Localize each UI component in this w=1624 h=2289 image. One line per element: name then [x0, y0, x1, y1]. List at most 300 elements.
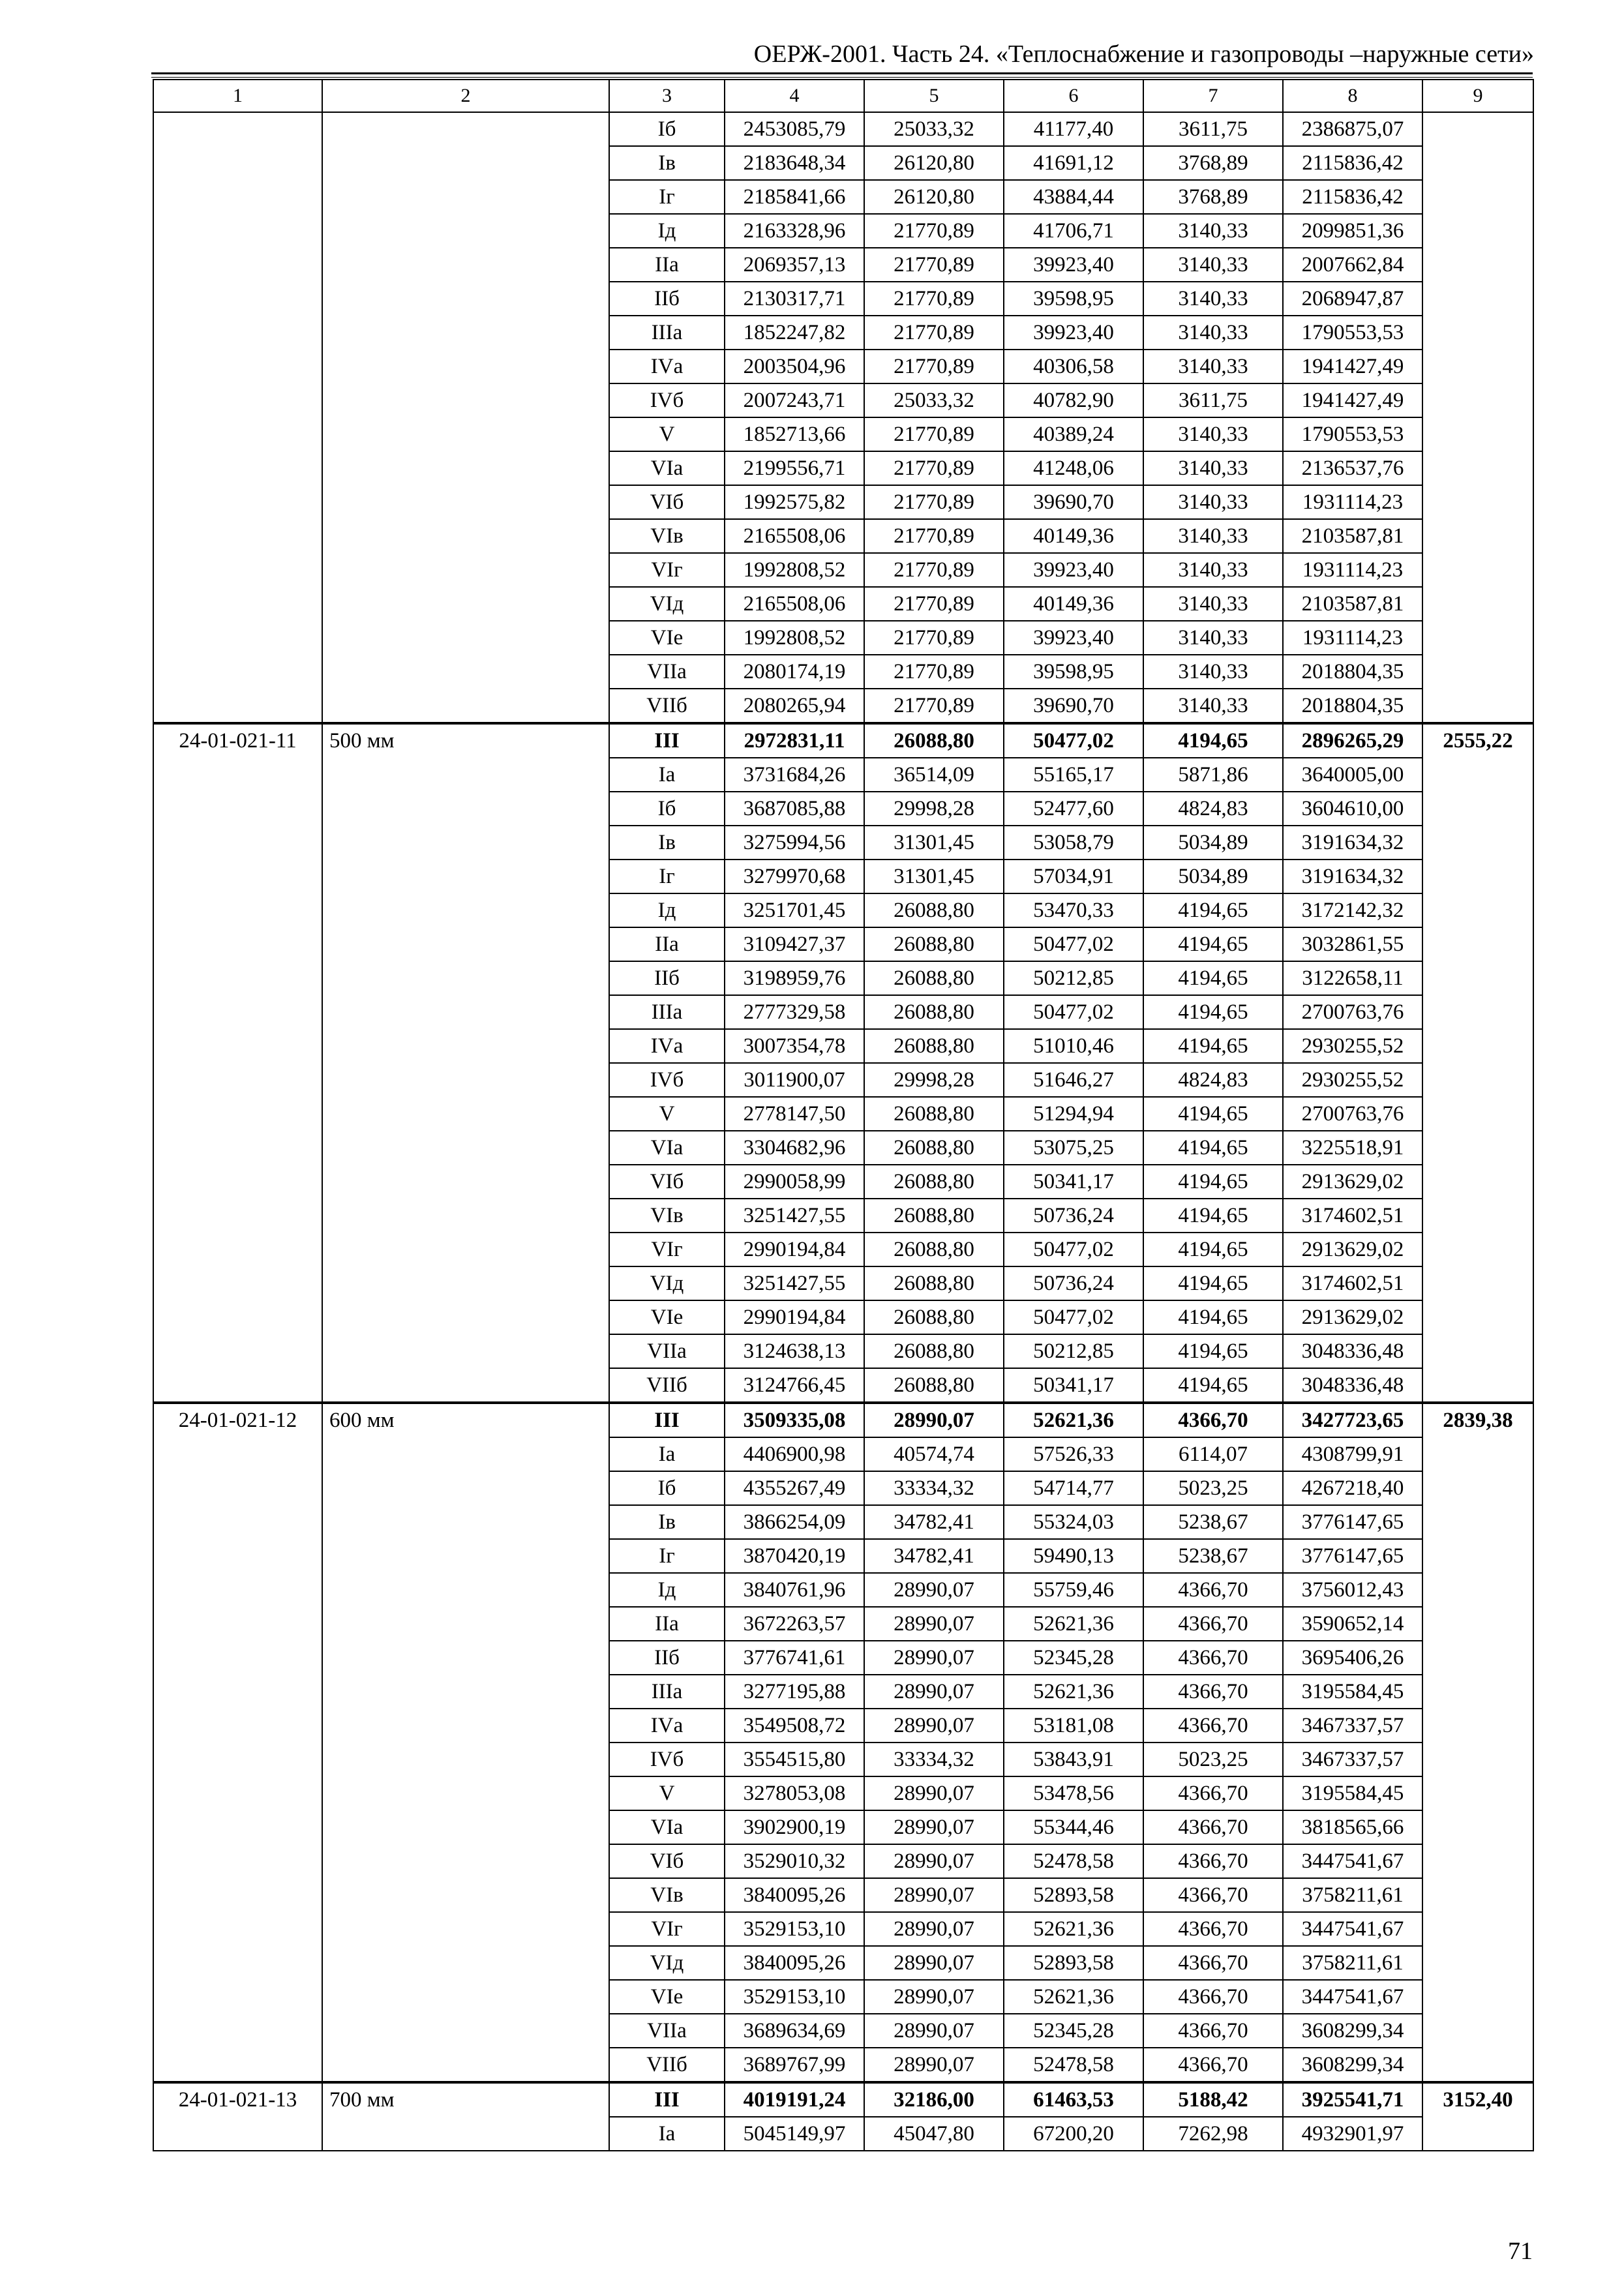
value-cell: 28990,07	[864, 2014, 1004, 2048]
value-cell: 29998,28	[864, 792, 1004, 826]
column-header: 3	[609, 80, 725, 112]
value-cell: 39923,40	[1004, 248, 1143, 282]
value-cell: 39923,40	[1004, 553, 1143, 587]
value-cell: 3032861,55	[1283, 927, 1422, 961]
value-cell: 3689767,99	[725, 2048, 864, 2082]
value-cell: 53470,33	[1004, 893, 1143, 927]
value-cell: 3467337,57	[1283, 1743, 1422, 1776]
table-row	[153, 1403, 1533, 1437]
zone-cell: IIб	[609, 1641, 725, 1675]
value-cell: 26088,80	[864, 995, 1004, 1029]
value-cell: 26088,80	[864, 927, 1004, 961]
value-cell: 3818565,66	[1283, 1810, 1422, 1844]
zone-cell: Iа	[609, 2117, 725, 2151]
value-cell: 26088,80	[864, 1266, 1004, 1300]
item-total: 2555,22	[1422, 723, 1533, 1403]
value-cell: 3604610,00	[1283, 792, 1422, 826]
zone-cell: Iв	[609, 146, 725, 180]
value-cell: 2700763,76	[1283, 995, 1422, 1029]
value-cell: 57526,33	[1004, 1437, 1143, 1471]
value-cell: 1931114,23	[1283, 621, 1422, 655]
value-cell: 2453085,79	[725, 112, 864, 146]
item-total	[1422, 112, 1533, 723]
value-cell: 3768,89	[1143, 146, 1283, 180]
value-cell: 26120,80	[864, 146, 1004, 180]
price-table	[153, 79, 1534, 2151]
value-cell: 36514,09	[864, 758, 1004, 792]
value-cell: 39923,40	[1004, 621, 1143, 655]
value-cell: 3672263,57	[725, 1607, 864, 1641]
value-cell: 4366,70	[1143, 2048, 1283, 2082]
value-cell: 50477,02	[1004, 1233, 1143, 1266]
value-cell: 4194,65	[1143, 1097, 1283, 1131]
value-cell: 57034,91	[1004, 860, 1143, 893]
column-header: 2	[322, 80, 609, 112]
zone-cell: Iг	[609, 860, 725, 893]
zone-cell: VIе	[609, 1300, 725, 1334]
value-cell: 1852713,66	[725, 417, 864, 451]
value-cell: 2163328,96	[725, 214, 864, 248]
value-cell: 3840761,96	[725, 1573, 864, 1607]
zone-cell: IVа	[609, 350, 725, 383]
value-cell: 5023,25	[1143, 1743, 1283, 1776]
value-cell: 2115836,42	[1283, 146, 1422, 180]
value-cell: 53058,79	[1004, 826, 1143, 860]
value-cell: 2700763,76	[1283, 1097, 1422, 1131]
table-row	[153, 2082, 1533, 2117]
value-cell: 4194,65	[1143, 1334, 1283, 1368]
zone-cell: IIIа	[609, 1675, 725, 1709]
value-cell: 26088,80	[864, 1300, 1004, 1334]
zone-cell: III	[609, 1403, 725, 1437]
value-cell: 4366,70	[1143, 1912, 1283, 1946]
value-cell: 3140,33	[1143, 316, 1283, 350]
item-code	[153, 112, 322, 723]
value-cell: 52893,58	[1004, 1946, 1143, 1980]
value-cell: 3776147,65	[1283, 1539, 1422, 1573]
value-cell: 3195584,45	[1283, 1675, 1422, 1709]
value-cell: 4366,70	[1143, 1675, 1283, 1709]
value-cell: 4366,70	[1143, 1403, 1283, 1437]
value-cell: 28990,07	[864, 1641, 1004, 1675]
item-name: 500 мм	[322, 723, 609, 1403]
zone-cell: IIа	[609, 1607, 725, 1641]
value-cell: 4267218,40	[1283, 1471, 1422, 1505]
value-cell: 3251427,55	[725, 1199, 864, 1233]
value-cell: 3278053,08	[725, 1776, 864, 1810]
value-cell: 3140,33	[1143, 655, 1283, 689]
value-cell: 3529153,10	[725, 1980, 864, 2014]
zone-cell: VIг	[609, 1912, 725, 1946]
value-cell: 5034,89	[1143, 826, 1283, 860]
value-cell: 50736,24	[1004, 1266, 1143, 1300]
value-cell: 41248,06	[1004, 451, 1143, 485]
value-cell: 40782,90	[1004, 383, 1143, 417]
value-cell: 3529010,32	[725, 1844, 864, 1878]
value-cell: 4366,70	[1143, 1607, 1283, 1641]
value-cell: 4194,65	[1143, 1165, 1283, 1199]
value-cell: 3198959,76	[725, 961, 864, 995]
value-cell: 52345,28	[1004, 1641, 1143, 1675]
value-cell: 26120,80	[864, 180, 1004, 214]
value-cell: 51294,94	[1004, 1097, 1143, 1131]
zone-cell: V	[609, 417, 725, 451]
value-cell: 50341,17	[1004, 1165, 1143, 1199]
value-cell: 43884,44	[1004, 180, 1143, 214]
value-cell: 4366,70	[1143, 1844, 1283, 1878]
value-cell: 1790553,53	[1283, 417, 1422, 451]
value-cell: 52621,36	[1004, 1980, 1143, 2014]
value-cell: 3611,75	[1143, 383, 1283, 417]
value-cell: 53075,25	[1004, 1131, 1143, 1165]
item-code: 24-01-021-11	[153, 723, 322, 1403]
value-cell: 1992808,52	[725, 553, 864, 587]
value-cell: 53181,08	[1004, 1709, 1143, 1743]
value-cell: 5238,67	[1143, 1539, 1283, 1573]
value-cell: 26088,80	[864, 893, 1004, 927]
value-cell: 3140,33	[1143, 519, 1283, 553]
value-cell: 40389,24	[1004, 417, 1143, 451]
value-cell: 4366,70	[1143, 1810, 1283, 1844]
value-cell: 3768,89	[1143, 180, 1283, 214]
value-cell: 4824,83	[1143, 792, 1283, 826]
value-cell: 28990,07	[864, 1980, 1004, 2014]
value-cell: 3109427,37	[725, 927, 864, 961]
value-cell: 3195584,45	[1283, 1776, 1422, 1810]
value-cell: 31301,45	[864, 826, 1004, 860]
value-cell: 4366,70	[1143, 1980, 1283, 2014]
zone-cell: VIд	[609, 1946, 725, 1980]
zone-cell: VIIб	[609, 689, 725, 723]
table-header-row	[153, 80, 1533, 112]
zone-cell: Iг	[609, 180, 725, 214]
value-cell: 3140,33	[1143, 587, 1283, 621]
value-cell: 4824,83	[1143, 1063, 1283, 1097]
value-cell: 4366,70	[1143, 1709, 1283, 1743]
item-code: 24-01-021-13	[153, 2082, 322, 2151]
zone-cell: VIIб	[609, 1368, 725, 1403]
value-cell: 7262,98	[1143, 2117, 1283, 2151]
column-header: 5	[864, 80, 1004, 112]
zone-cell: IIб	[609, 282, 725, 316]
value-cell: 4194,65	[1143, 927, 1283, 961]
value-cell: 39598,95	[1004, 282, 1143, 316]
value-cell: 3925541,71	[1283, 2082, 1422, 2117]
value-cell: 26088,80	[864, 723, 1004, 758]
value-cell: 3549508,72	[725, 1709, 864, 1743]
item-name: 700 мм	[322, 2082, 609, 2151]
value-cell: 1941427,49	[1283, 383, 1422, 417]
value-cell: 4308799,91	[1283, 1437, 1422, 1471]
value-cell: 3776147,65	[1283, 1505, 1422, 1539]
value-cell: 4366,70	[1143, 1878, 1283, 1912]
value-cell: 26088,80	[864, 961, 1004, 995]
value-cell: 3140,33	[1143, 553, 1283, 587]
column-header: 4	[725, 80, 864, 112]
value-cell: 3687085,88	[725, 792, 864, 826]
value-cell: 21770,89	[864, 350, 1004, 383]
value-cell: 4194,65	[1143, 1199, 1283, 1233]
value-cell: 1852247,82	[725, 316, 864, 350]
zone-cell: Iа	[609, 758, 725, 792]
value-cell: 50477,02	[1004, 723, 1143, 758]
column-header: 6	[1004, 80, 1143, 112]
value-cell: 4406900,98	[725, 1437, 864, 1471]
zone-cell: VIг	[609, 1233, 725, 1266]
value-cell: 26088,80	[864, 1233, 1004, 1266]
value-cell: 21770,89	[864, 621, 1004, 655]
zone-cell: III	[609, 2082, 725, 2117]
value-cell: 2018804,35	[1283, 689, 1422, 723]
value-cell: 41691,12	[1004, 146, 1143, 180]
value-cell: 2972831,11	[725, 723, 864, 758]
zone-cell: III	[609, 723, 725, 758]
value-cell: 55344,46	[1004, 1810, 1143, 1844]
value-cell: 4194,65	[1143, 723, 1283, 758]
value-cell: 28990,07	[864, 2048, 1004, 2082]
zone-cell: VIв	[609, 519, 725, 553]
value-cell: 26088,80	[864, 1029, 1004, 1063]
value-cell: 3447541,67	[1283, 1844, 1422, 1878]
value-cell: 53843,91	[1004, 1743, 1143, 1776]
value-cell: 3756012,43	[1283, 1573, 1422, 1607]
zone-cell: Iд	[609, 893, 725, 927]
value-cell: 21770,89	[864, 248, 1004, 282]
zone-cell: VIа	[609, 451, 725, 485]
column-header: 9	[1422, 80, 1533, 112]
value-cell: 41177,40	[1004, 112, 1143, 146]
value-cell: 3140,33	[1143, 350, 1283, 383]
value-cell: 21770,89	[864, 282, 1004, 316]
zone-cell: VIIа	[609, 1334, 725, 1368]
zone-cell: VIе	[609, 1980, 725, 2014]
value-cell: 40149,36	[1004, 587, 1143, 621]
value-cell: 4194,65	[1143, 1266, 1283, 1300]
value-cell: 55165,17	[1004, 758, 1143, 792]
zone-cell: VIа	[609, 1810, 725, 1844]
value-cell: 3140,33	[1143, 214, 1283, 248]
value-cell: 28990,07	[864, 1912, 1004, 1946]
zone-cell: Iа	[609, 1437, 725, 1471]
value-cell: 28990,07	[864, 1878, 1004, 1912]
value-cell: 39690,70	[1004, 485, 1143, 519]
value-cell: 4366,70	[1143, 1776, 1283, 1810]
value-cell: 28990,07	[864, 1675, 1004, 1709]
value-cell: 40574,74	[864, 1437, 1004, 1471]
value-cell: 5188,42	[1143, 2082, 1283, 2117]
value-cell: 52478,58	[1004, 2048, 1143, 2082]
value-cell: 5034,89	[1143, 860, 1283, 893]
value-cell: 3140,33	[1143, 417, 1283, 451]
value-cell: 21770,89	[864, 587, 1004, 621]
value-cell: 2018804,35	[1283, 655, 1422, 689]
value-cell: 3554515,80	[725, 1743, 864, 1776]
value-cell: 52621,36	[1004, 1912, 1143, 1946]
value-cell: 3140,33	[1143, 248, 1283, 282]
value-cell: 4366,70	[1143, 2014, 1283, 2048]
value-cell: 3529153,10	[725, 1912, 864, 1946]
value-cell: 3758211,61	[1283, 1946, 1422, 1980]
value-cell: 52345,28	[1004, 2014, 1143, 2048]
zone-cell: V	[609, 1097, 725, 1131]
value-cell: 67200,20	[1004, 2117, 1143, 2151]
value-cell: 50212,85	[1004, 1334, 1143, 1368]
value-cell: 55759,46	[1004, 1573, 1143, 1607]
value-cell: 52478,58	[1004, 1844, 1143, 1878]
value-cell: 2130317,71	[725, 282, 864, 316]
zone-cell: IVа	[609, 1029, 725, 1063]
value-cell: 21770,89	[864, 655, 1004, 689]
value-cell: 25033,32	[864, 112, 1004, 146]
value-cell: 2777329,58	[725, 995, 864, 1029]
value-cell: 54714,77	[1004, 1471, 1143, 1505]
value-cell: 3191634,32	[1283, 826, 1422, 860]
value-cell: 28990,07	[864, 1403, 1004, 1437]
value-cell: 4194,65	[1143, 1300, 1283, 1334]
value-cell: 2003504,96	[725, 350, 864, 383]
value-cell: 5023,25	[1143, 1471, 1283, 1505]
value-cell: 45047,80	[864, 2117, 1004, 2151]
value-cell: 59490,13	[1004, 1539, 1143, 1573]
zone-cell: VIIа	[609, 2014, 725, 2048]
value-cell: 41706,71	[1004, 214, 1143, 248]
value-cell: 2103587,81	[1283, 519, 1422, 553]
value-cell: 3174602,51	[1283, 1199, 1422, 1233]
value-cell: 1941427,49	[1283, 350, 1422, 383]
value-cell: 1931114,23	[1283, 485, 1422, 519]
value-cell: 3640005,00	[1283, 758, 1422, 792]
value-cell: 34782,41	[864, 1539, 1004, 1573]
value-cell: 4194,65	[1143, 1368, 1283, 1403]
value-cell: 3608299,34	[1283, 2014, 1422, 2048]
value-cell: 3689634,69	[725, 2014, 864, 2048]
value-cell: 5871,86	[1143, 758, 1283, 792]
value-cell: 52477,60	[1004, 792, 1143, 826]
value-cell: 3048336,48	[1283, 1368, 1422, 1403]
value-cell: 4194,65	[1143, 1029, 1283, 1063]
value-cell: 32186,00	[864, 2082, 1004, 2117]
value-cell: 21770,89	[864, 451, 1004, 485]
value-cell: 6114,07	[1143, 1437, 1283, 1471]
value-cell: 3140,33	[1143, 621, 1283, 655]
value-cell: 52893,58	[1004, 1878, 1143, 1912]
value-cell: 4194,65	[1143, 995, 1283, 1029]
value-cell: 21770,89	[864, 214, 1004, 248]
zone-cell: VIIа	[609, 655, 725, 689]
value-cell: 3590652,14	[1283, 1607, 1422, 1641]
header-rule-thin	[151, 77, 1533, 78]
value-cell: 4194,65	[1143, 1233, 1283, 1266]
value-cell: 26088,80	[864, 1334, 1004, 1368]
value-cell: 3140,33	[1143, 485, 1283, 519]
value-cell: 50477,02	[1004, 927, 1143, 961]
zone-cell: Iв	[609, 826, 725, 860]
value-cell: 33334,32	[864, 1743, 1004, 1776]
value-cell: 3140,33	[1143, 689, 1283, 723]
value-cell: 2896265,29	[1283, 723, 1422, 758]
value-cell: 2136537,76	[1283, 451, 1422, 485]
value-cell: 28990,07	[864, 1607, 1004, 1641]
value-cell: 28990,07	[864, 1573, 1004, 1607]
page-number: 71	[1508, 2237, 1533, 2265]
value-cell: 21770,89	[864, 316, 1004, 350]
item-total: 2839,38	[1422, 1403, 1533, 2082]
value-cell: 2183648,34	[725, 146, 864, 180]
value-cell: 3277195,88	[725, 1675, 864, 1709]
value-cell: 4366,70	[1143, 1946, 1283, 1980]
table-row	[153, 723, 1533, 758]
value-cell: 21770,89	[864, 553, 1004, 587]
column-header: 8	[1283, 80, 1422, 112]
value-cell: 3870420,19	[725, 1539, 864, 1573]
value-cell: 3447541,67	[1283, 1980, 1422, 2014]
value-cell: 2080265,94	[725, 689, 864, 723]
value-cell: 21770,89	[864, 417, 1004, 451]
value-cell: 3279970,68	[725, 860, 864, 893]
value-cell: 26088,80	[864, 1165, 1004, 1199]
value-cell: 3140,33	[1143, 282, 1283, 316]
value-cell: 3509335,08	[725, 1403, 864, 1437]
zone-cell: Iд	[609, 1573, 725, 1607]
value-cell: 2913629,02	[1283, 1300, 1422, 1334]
value-cell: 1992575,82	[725, 485, 864, 519]
value-cell: 26088,80	[864, 1368, 1004, 1403]
value-cell: 3140,33	[1143, 451, 1283, 485]
zone-cell: VIв	[609, 1199, 725, 1233]
value-cell: 2990194,84	[725, 1300, 864, 1334]
value-cell: 34782,41	[864, 1505, 1004, 1539]
zone-cell: VIд	[609, 587, 725, 621]
value-cell: 52621,36	[1004, 1403, 1143, 1437]
value-cell: 50341,17	[1004, 1368, 1143, 1403]
value-cell: 26088,80	[864, 1097, 1004, 1131]
value-cell: 2165508,06	[725, 519, 864, 553]
value-cell: 3731684,26	[725, 758, 864, 792]
value-cell: 3191634,32	[1283, 860, 1422, 893]
value-cell: 3251427,55	[725, 1266, 864, 1300]
value-cell: 4194,65	[1143, 961, 1283, 995]
value-cell: 3427723,65	[1283, 1403, 1422, 1437]
value-cell: 2099851,36	[1283, 214, 1422, 248]
value-cell: 3174602,51	[1283, 1266, 1422, 1300]
value-cell: 28990,07	[864, 1844, 1004, 1878]
value-cell: 29998,28	[864, 1063, 1004, 1097]
value-cell: 2068947,87	[1283, 282, 1422, 316]
value-cell: 2913629,02	[1283, 1233, 1422, 1266]
value-cell: 40149,36	[1004, 519, 1143, 553]
value-cell: 28990,07	[864, 1810, 1004, 1844]
zone-cell: IVа	[609, 1709, 725, 1743]
value-cell: 25033,32	[864, 383, 1004, 417]
header-title: ОЕРЖ-2001. Часть 24. «Теплоснабжение и газопроводы –наружные сети»	[753, 40, 1534, 68]
value-cell: 4355267,49	[725, 1471, 864, 1505]
value-cell: 53478,56	[1004, 1776, 1143, 1810]
header-rule	[151, 72, 1533, 74]
value-cell: 39690,70	[1004, 689, 1143, 723]
zone-cell: Iд	[609, 214, 725, 248]
value-cell: 26088,80	[864, 1199, 1004, 1233]
item-name: 600 мм	[322, 1403, 609, 2082]
value-cell: 28990,07	[864, 1946, 1004, 1980]
value-cell: 33334,32	[864, 1471, 1004, 1505]
value-cell: 21770,89	[864, 689, 1004, 723]
value-cell: 40306,58	[1004, 350, 1143, 383]
value-cell: 3172142,32	[1283, 893, 1422, 927]
value-cell: 4194,65	[1143, 1131, 1283, 1165]
value-cell: 3611,75	[1143, 112, 1283, 146]
value-cell: 50477,02	[1004, 1300, 1143, 1334]
zone-cell: Iб	[609, 792, 725, 826]
